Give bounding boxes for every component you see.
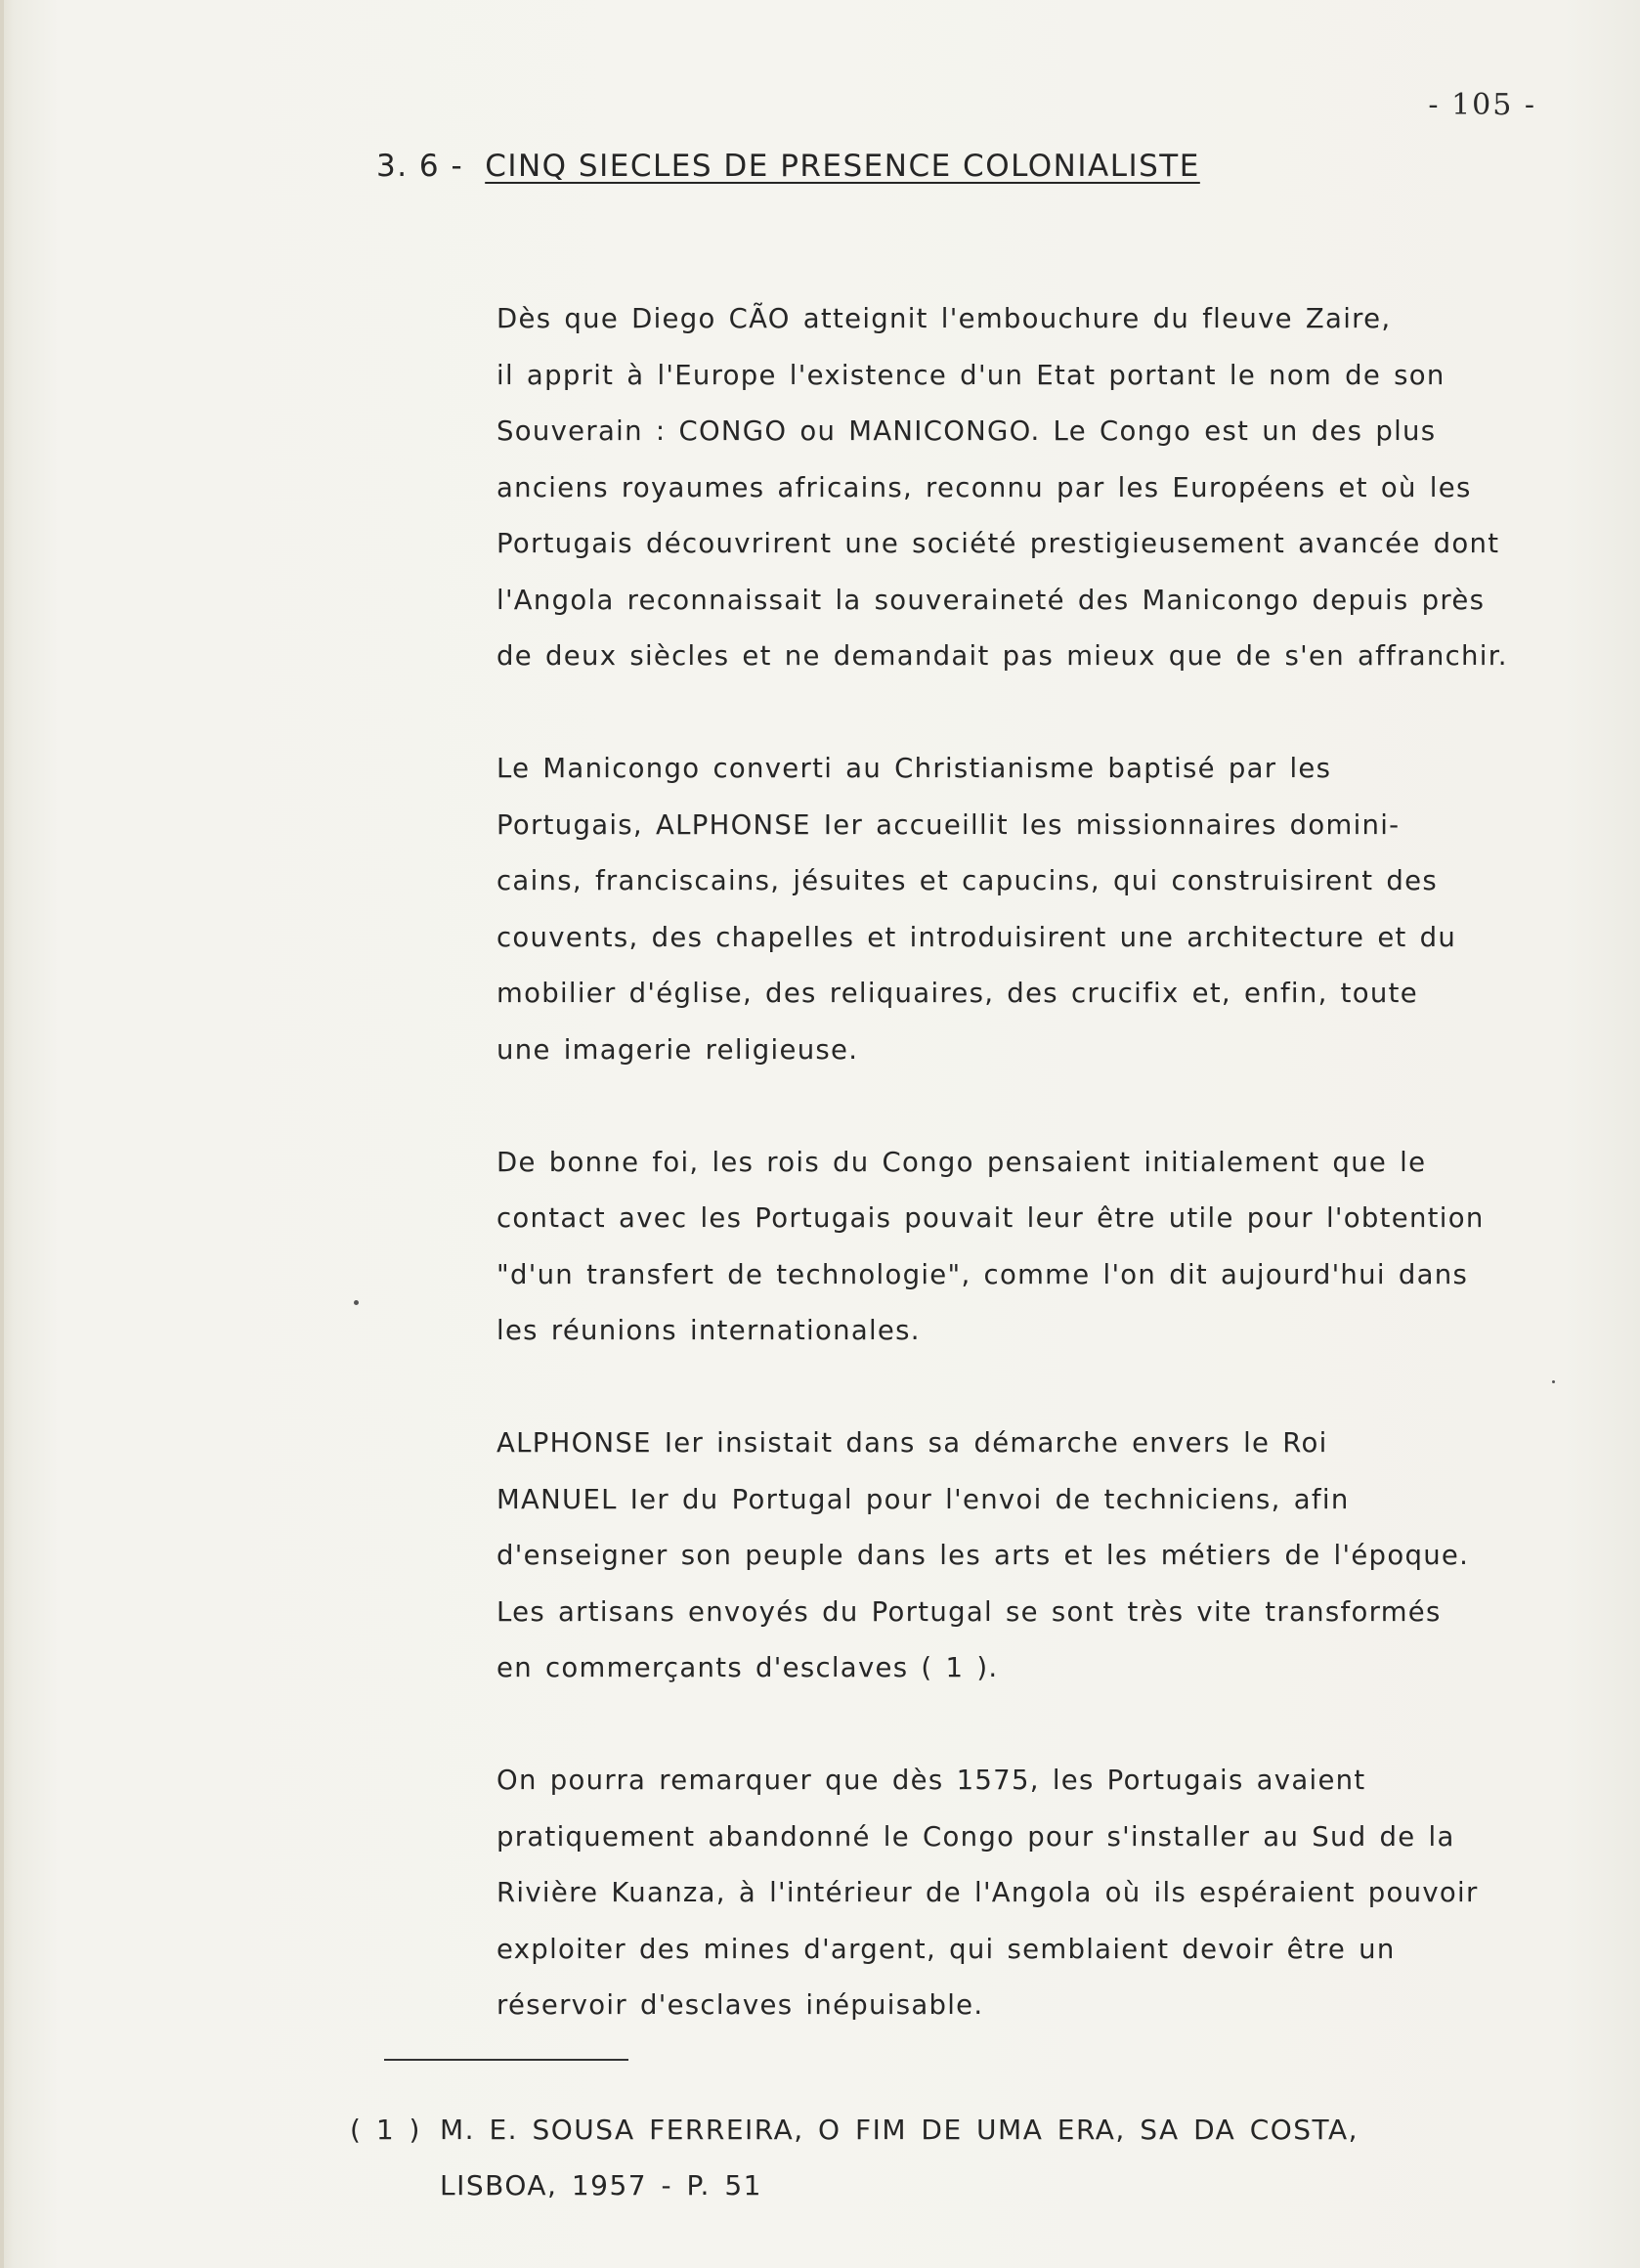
paper-speck [354, 1300, 359, 1305]
paragraph-1575: On pourra remarquer que dès 1575, les Portugais avaient pratiquement abandonné le Congo pour s'installer au Sud de la Rivière Kuanza, à l'intérieur de l'Angola où ils espéraient pouvoir exploiter des mines d'argent, qui semblaient devoir être un réservoir d'esclaves inépuisable. [496, 1765, 1479, 2021]
paragraph-alphonse-ier: ALPHONSE Ier insistait dans sa démarche envers le Roi MANUEL Ier du Portugal pour l'envoi de techniciens, afin d'enseigner son peuple dans les arts et les métiers de l'époque. Les artisans envoyés du Portugal se sont très vite transformés en commerçants d'esclaves ( 1 ). [496, 1427, 1470, 1683]
paper-speck [1552, 1380, 1555, 1383]
section-title: CINQ SIECLES DE PRESENCE COLONIALISTE [485, 149, 1200, 184]
paragraph-manicongo-converti: Le Manicongo converti au Christianisme baptisé par les Portugais, ALPHONSE Ier accueillit les missionnaires domini- cains, franciscains, jésuites et capucins, qui construisirent des couvents, des chapelles et introduisirent une architecture et du mobilier d'église, des reliquaires, des crucifix et, enfin, toute une imagerie religieuse. [496, 753, 1457, 1066]
footnote-marker: ( 1 ) [350, 2114, 421, 2146]
binding-edge [0, 0, 4, 2268]
footnote-line-1: M. E. SOUSA FERREIRA, O FIM DE UMA ERA, SA DA COSTA, [440, 2114, 1359, 2146]
body-text [496, 291, 1611, 2090]
section-heading [376, 149, 1200, 184]
paragraph-bonne-foi: De bonne foi, les rois du Congo pensaient initialement que le contact avec les Portugais pouvait leur être utile pour l'obtention "d'un transfert de technologie", comme l'on dit aujourd'hui dans les réunions internationales. [496, 1146, 1485, 1346]
footnote-separator [384, 2059, 628, 2061]
section-number: 3. 6 - [376, 149, 464, 184]
page-number: - 105 - [1428, 88, 1536, 122]
paragraph-diego-cao: Dès que Diego CÃO atteignit l'embouchure du fleuve Zaire, il apprit à l'Europe l'existence d'un Etat portant le nom de son Souverain : CONGO ou MANICONGO. Le Congo est un des plus anciens royaumes africains, reconnu par les Européens et où les Portugais découvrirent une société prestigieusement avancée dont l'Angola reconnaissait la souveraineté des Manicongo depuis près de deux siècles et ne demandait pas mieux que de s'en affranchir. [496, 303, 1508, 672]
footnote [350, 2102, 1611, 2213]
footnote-line-2: LISBOA, 1957 - P. 51 [440, 2169, 762, 2202]
